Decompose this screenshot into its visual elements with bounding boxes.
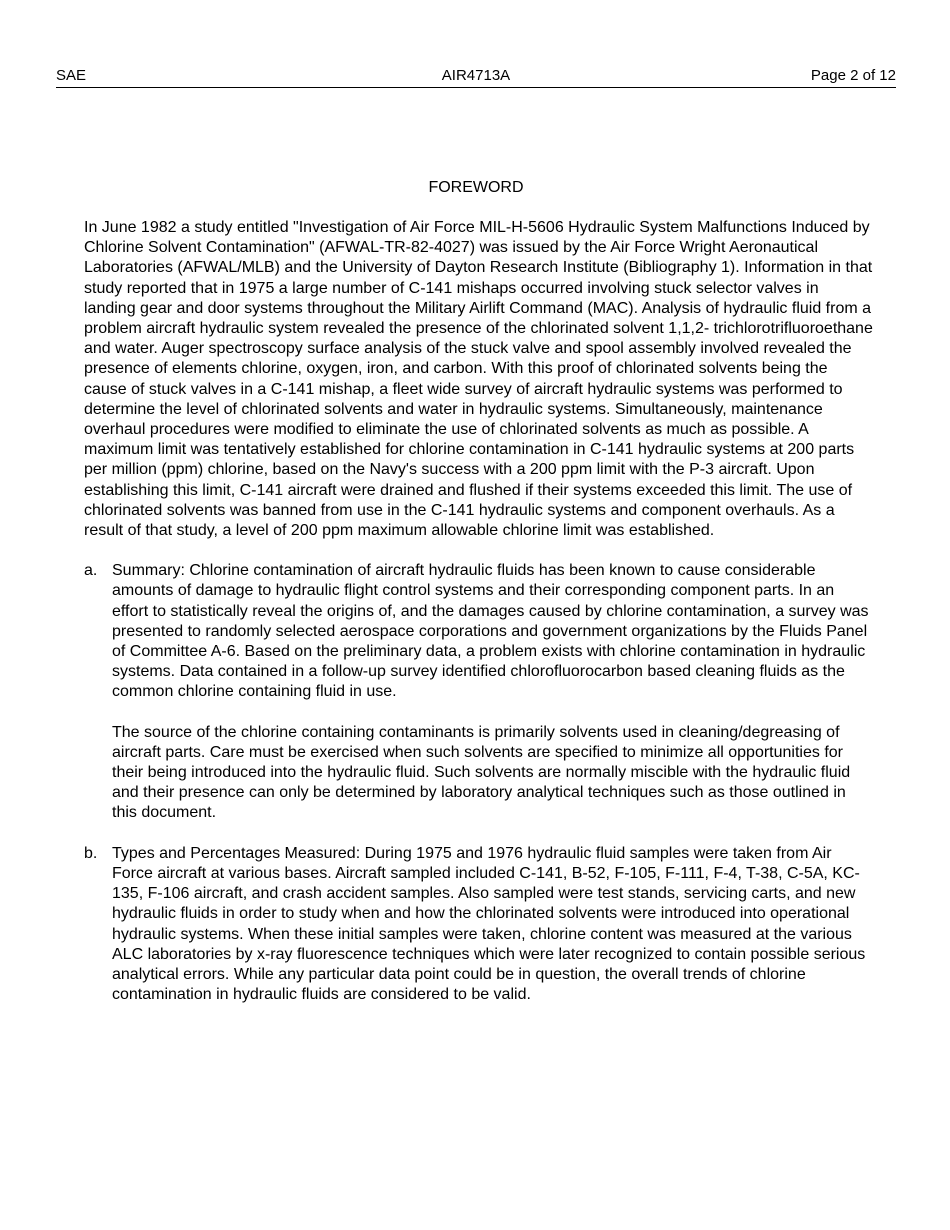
document-body (84, 218, 874, 1025)
list-item-b (84, 844, 874, 1006)
header-organization: SAE (56, 67, 87, 84)
intro-paragraph: In June 1982 a study entitled "Investigation of Air Force MIL-H-5606 Hydraulic System Malfunctions Induced by Chlorine Solvent Contamination" (AFWAL-TR-82-4027) was issued by the Air Force Wright Aeronautical Laboratories (AFWAL/MLB) and the University of Dayton Research Institute (Bibliography 1). Information in that study reported that in 1975 a large number of C-141 mishaps occurred involving stuck selector valves in landing gear and door systems throughout the Military Airlift Command (MAC). Analysis of hydraulic fluid from a problem aircraft hydraulic system revealed the presence of the chlorinated solvent 1,1,2- trichlorotrifluoroethane and water. Auger spectroscopy surface analysis of the stuck valve and spool assembly involved revealed the presence of elements chlorine, oxygen, iron, and carbon. With this proof of chlorinated solvents being the cause of stuck valves in a C-141 mishap, a fleet wide survey of aircraft hydraulic systems was performed to determine the level of chlorinated solvents and water in hydraulic systems. Simultaneously, maintenance overhaul procedures were modified to eliminate the use of chlorinated solvents as much as possible. A maximum limit was tentatively established for chlorine contamination in C-141 hydraulic systems at 200 parts per million (ppm) chlorine, based on the Navy's success with a 200 ppm limit with the P-3 aircraft. Upon establishing this limit, C-141 aircraft were drained and flushed if their systems exceeded this limit. The use of chlorinated solvents was banned from use in the C-141 hydraulic systems and component overhauls. As a result of that study, a level of 200 ppm maximum allowable chlorine limit was established. (84, 219, 873, 540)
list-marker: a. (84, 562, 98, 580)
page-header (56, 66, 896, 88)
list-item-paragraph: Summary: Chlorine contamination of aircraft hydraulic fluids has been known to cause considerable amounts of damage to hydraulic flight control systems and their corresponding component parts. In an effort to statistically reveal the origins of, and the damages caused by chlorine contamination, a survey was presented to randomly selected aerospace corporations and government organizations by the Fluids Panel of Committee A-6. Based on the preliminary data, a problem exists with chlorine contamination in hydraulic systems. Data contained in a follow-up survey identified chlorofluorocarbon based cleaning fluids as the common chlorine containing fluid in use. (112, 562, 869, 701)
header-page-number: Page 2 of 12 (810, 67, 896, 84)
header-document-number: AIR4713A (441, 67, 511, 84)
list-item-paragraph: Types and Percentages Measured: During 1975 and 1976 hydraulic fluid samples were taken from Air Force aircraft at various bases. Aircraft sampled included C-141, B-52, F-105, F-111, F-4, T-38, C-5A, KC-135, F-106 aircraft, and crash accident samples. Also sampled were test stands, servicing carts, and new hydraulic fluids in order to study when and how the chlorinated solvents were introduced into operational hydraulic systems. When these initial samples were taken, chlorine content was measured at the various ALC laboratories by x-ray fluorescence techniques which were later recognized to contain possible serious analytical errors. While any particular data point could be in question, the overall trends of chlorine contamination in hydraulic fluids are considered to be valid. (112, 844, 866, 1004)
section-title: FOREWORD (428, 179, 524, 196)
list-item-paragraph: The source of the chlorine containing contaminants is primarily solvents used in cleaning/degreasing of aircraft parts. Care must be exercised when such solvents are specified to minimize all opportunities for their being introduced into the hydraulic fluid. Such solvents are normally miscible with the hydraulic fluid and their presence can only be determined by laboratory analytical techniques such as those outlined in this document. (112, 723, 851, 822)
list-marker: b. (84, 844, 98, 862)
list-item-a (84, 561, 874, 823)
